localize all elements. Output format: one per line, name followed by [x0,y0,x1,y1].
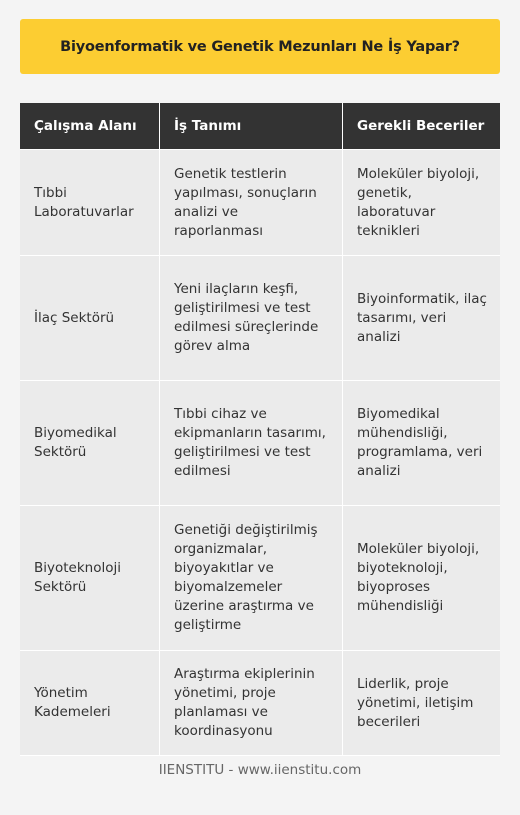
table-cell-skills: Liderlik, proje yönetimi, iletişim becerileri [342,651,500,755]
footer-credit: IIENSTITU - www.iienstitu.com [158,762,362,778]
table-row [20,651,500,756]
header-cell-skills: Gerekli Beceriler [342,103,500,149]
table-cell-skills: Biyoinformatik, ilaç tasarımı, veri analizi [342,256,500,380]
title-banner [20,19,500,74]
table-row [20,256,500,381]
table-header-row [20,103,500,150]
table-cell-field: İlaç Sektörü [34,309,115,326]
header-cell-field: Çalışma Alanı [34,117,137,134]
table-cell-description: Tıbbi cihaz ve ekipmanların tasarımı, geliştirilmesi ve test edilmesi [159,381,342,505]
table-cell-field: Tıbbi Laboratuvarlar [34,184,134,220]
career-table [20,103,500,756]
table-cell-description: Araştırma ekiplerinin yönetimi, proje planlaması ve koordinasyonu [159,651,342,755]
table-row [20,506,500,651]
table-cell-skills: Moleküler biyoloji, biyoteknoloji, biyoproses mühendisliği [342,506,500,650]
table-row [20,150,500,256]
page-title: Biyoenformatik ve Genetik Mezunları Ne İş Yapar? [60,38,460,55]
table-row [20,381,500,506]
table-cell-field: Biyoteknoloji Sektörü [34,560,122,595]
header-cell-description: İş Tanımı [159,103,342,149]
table-cell-description: Genetik testlerin yapılması, sonuçların analizi ve raporlanması [159,150,342,255]
table-cell-description: Genetiği değiştirilmiş organizmalar, biyoyakıtlar ve biyomalzemeler üzerine araştırma ve geliştirme [159,506,342,650]
table-cell-skills: Moleküler biyoloji, genetik, laboratuvar teknikleri [342,150,500,255]
table-cell-description: Yeni ilaçların keşfi, geliştirilmesi ve test edilmesi süreçlerinde görev alma [159,256,342,380]
table-cell-field: Biyomedikal Sektörü [34,425,117,460]
table-cell-field: Yönetim Kademeleri [34,685,111,720]
table-cell-skills: Biyomedikal mühendisliği, programlama, veri analizi [342,381,500,505]
